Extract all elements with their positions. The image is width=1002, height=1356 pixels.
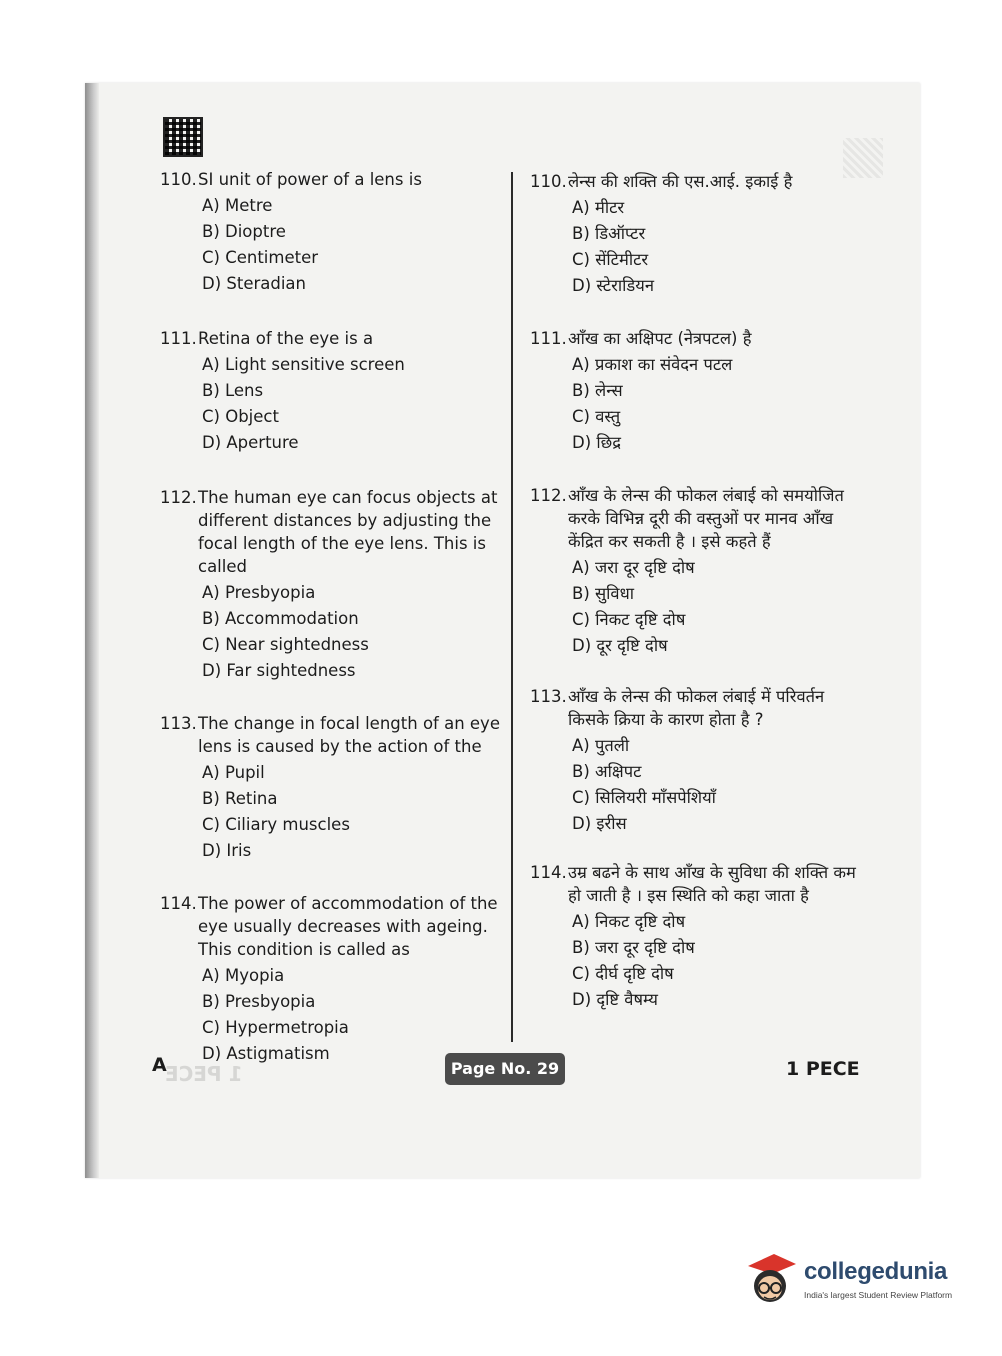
question-number: 110. <box>530 172 567 191</box>
option-c: C) वस्तु <box>572 407 621 426</box>
option-a: A) प्रकाश का संवेदन पटल <box>572 355 733 374</box>
option-a: A) पुतली <box>572 736 630 755</box>
question-text: लेन्स की शक्ति की एस.आई. इकाई है <box>568 172 793 191</box>
logo-wordmark: collegedunia <box>804 1258 948 1285</box>
question-text: आँख का अक्षिपट (नेत्रपटल) है <box>568 329 752 348</box>
option-a: A) Myopia <box>202 966 285 985</box>
options-list <box>202 580 500 684</box>
question-113 <box>160 712 500 864</box>
question-114 <box>160 892 500 1067</box>
question-text: SI unit of power of a lens is <box>198 170 422 189</box>
option-c: C) Near sightedness <box>202 635 369 654</box>
mascot-icon <box>744 1250 798 1306</box>
option-b: B) डिऑप्टर <box>572 224 646 243</box>
collegedunia-logo <box>744 1248 974 1308</box>
option-d: D) Astigmatism <box>202 1044 330 1063</box>
question-111 <box>530 327 860 456</box>
option-d: D) इरीस <box>572 814 627 833</box>
question-text: उम्र बढने के साथ आँख के सुविधा की शक्ति कम हो जाती है । इस स्थिति को कहा जाता है <box>568 863 856 905</box>
options-list <box>572 555 860 659</box>
option-b: B) जरा दूर दृष्टि दोष <box>572 938 695 957</box>
option-c: C) Centimeter <box>202 248 319 267</box>
option-c: C) Object <box>202 407 279 426</box>
option-a: A) जरा दूर दृष्टि दोष <box>572 558 695 577</box>
question-series: A <box>152 1054 167 1076</box>
option-c: C) Hypermetropia <box>202 1018 349 1037</box>
question-number: 112. <box>160 488 197 507</box>
option-d: D) दृष्टि वैषम्य <box>572 990 658 1009</box>
question-112 <box>160 486 500 684</box>
hindi-column <box>530 170 860 1013</box>
option-b: B) Accommodation <box>202 609 359 628</box>
question-number: 114. <box>530 863 567 882</box>
question-110 <box>160 168 500 297</box>
question-text: Retina of the eye is a <box>198 329 374 348</box>
question-text: आँख के लेन्स की फोकल लंबाई में परिवर्तन किसके क्रिया के कारण होता है ? <box>568 687 825 729</box>
option-a: A) मीटर <box>572 198 625 217</box>
option-b: B) Retina <box>202 789 278 808</box>
option-c: C) निकट दृष्टि दोष <box>572 610 686 629</box>
option-d: D) Steradian <box>202 274 307 293</box>
page-edge-shadow <box>85 83 99 1178</box>
option-b: B) लेन्स <box>572 381 623 400</box>
column-divider <box>511 172 513 1042</box>
question-text: The power of accommodation of the eye usually decreases with ageing. This condition is called as <box>198 894 498 959</box>
paper-code: 1 PECE <box>786 1058 860 1080</box>
option-d: D) Iris <box>202 841 252 860</box>
options-list <box>202 193 500 297</box>
question-text: The human eye can focus objects at different distances by adjusting the focal length of the eye lens. This is called <box>198 488 498 576</box>
option-c: C) दीर्घ दृष्टि दोष <box>572 964 674 983</box>
option-d: D) Far sightedness <box>202 661 356 680</box>
question-number: 113. <box>160 714 197 733</box>
page-number-badge: Page No. 29 <box>445 1053 565 1085</box>
option-c: C) सिलियरी माँसपेशियाँ <box>572 788 716 807</box>
question-number: 113. <box>530 687 567 706</box>
options-list <box>202 760 500 864</box>
question-number: 110. <box>160 170 197 189</box>
option-c: C) Ciliary muscles <box>202 815 350 834</box>
option-a: A) Metre <box>202 196 273 215</box>
question-number: 111. <box>160 329 197 348</box>
option-d: D) छिद्र <box>572 433 621 452</box>
question-text: The change in focal length of an eye lens is caused by the action of the <box>198 714 500 756</box>
question-112 <box>530 484 860 659</box>
options-list <box>202 963 500 1067</box>
options-list <box>202 352 500 456</box>
option-a: A) Presbyopia <box>202 583 316 602</box>
option-b: B) Dioptre <box>202 222 286 241</box>
question-number: 112. <box>530 486 567 505</box>
option-d: D) Aperture <box>202 433 299 452</box>
option-d: D) स्टेराडियन <box>572 276 654 295</box>
option-a: A) निकट दृष्टि दोष <box>572 912 686 931</box>
bleed-through-code: 1 PECE <box>165 1062 243 1086</box>
logo-tagline: India's largest Student Review Platform <box>804 1290 953 1300</box>
question-114 <box>530 861 860 1013</box>
question-text: आँख के लेन्स की फोकल लंबाई को समयोजित करके विभिन्न दूरी की वस्तुओं पर मानव आँख केंद्रित कर सकती है । इसे कहते हैं <box>568 486 844 551</box>
option-b: B) अक्षिपट <box>572 762 642 781</box>
question-113 <box>530 685 860 837</box>
option-b: B) Lens <box>202 381 264 400</box>
option-d: D) दूर दृष्टि दोष <box>572 636 668 655</box>
qr-code <box>163 117 203 157</box>
question-111 <box>160 327 500 456</box>
options-list <box>572 195 860 299</box>
question-110 <box>530 170 860 299</box>
options-list <box>572 733 860 837</box>
question-number: 111. <box>530 329 567 348</box>
option-b: B) सुविधा <box>572 584 635 603</box>
options-list <box>572 909 860 1013</box>
options-list <box>572 352 860 456</box>
option-a: A) Pupil <box>202 763 265 782</box>
option-c: C) सेंटिमीटर <box>572 250 649 269</box>
option-b: B) Presbyopia <box>202 992 316 1011</box>
question-number: 114. <box>160 894 197 913</box>
english-column <box>160 168 500 1067</box>
option-a: A) Light sensitive screen <box>202 355 405 374</box>
